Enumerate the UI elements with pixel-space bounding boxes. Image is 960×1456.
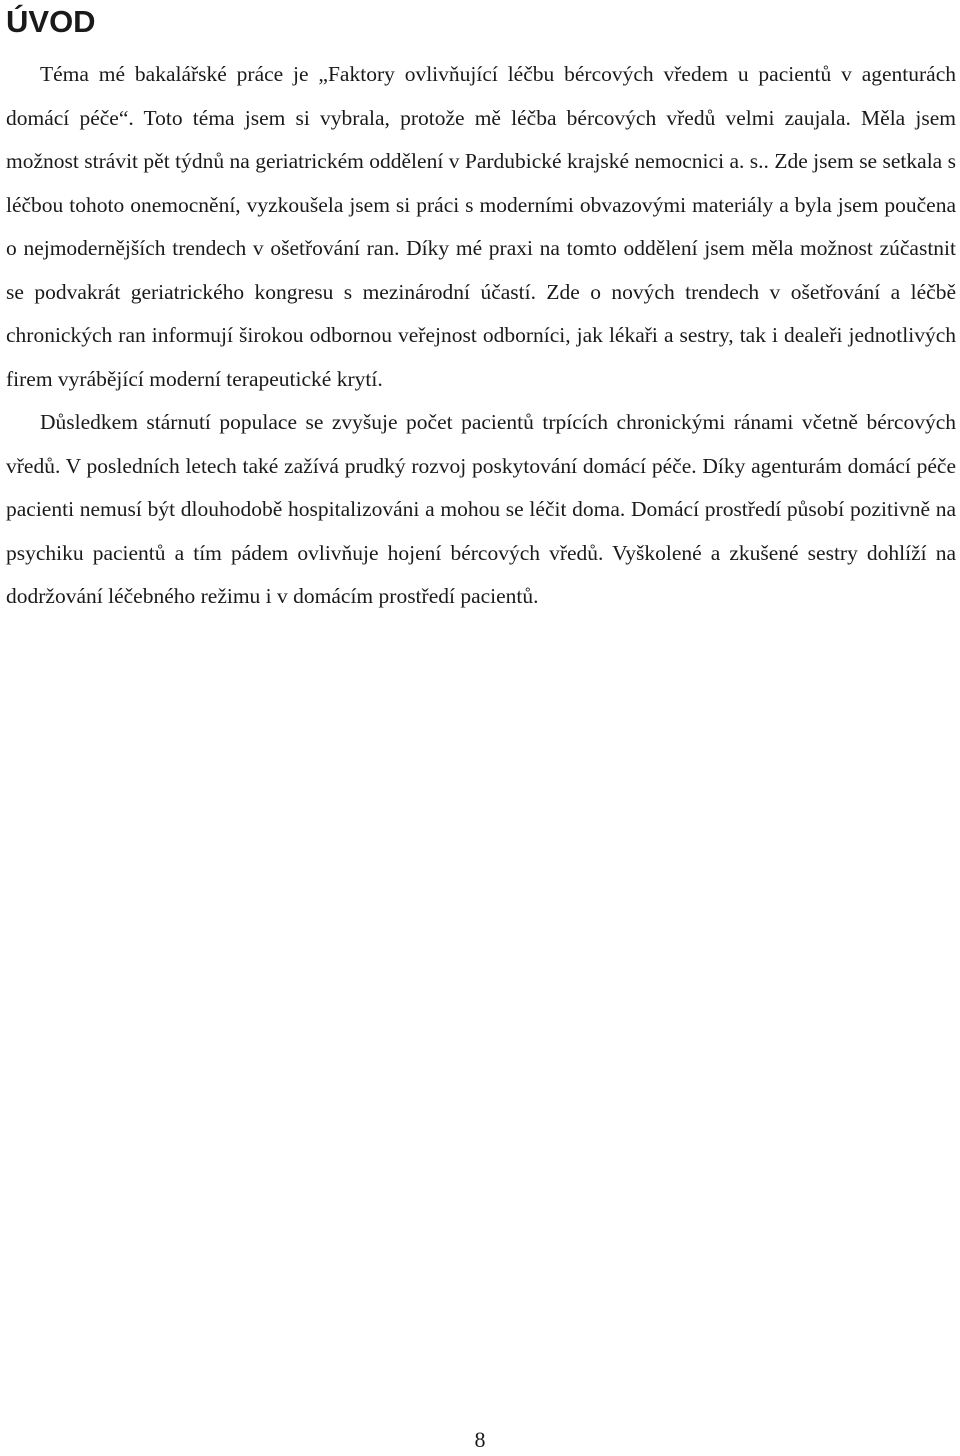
section-heading: ÚVOD — [6, 4, 96, 39]
page-number: 8 — [474, 1427, 486, 1452]
paragraph-1: Téma mé bakalářské práce je „Faktory ovlivňující léčbu bércových vředem u pacientů v agenturách domácí péče“. Toto téma jsem si vybrala, protože mě léčba bércových vředů velmi zaujala. Měla jsem možnost strávit pět týdnů na geriatrickém oddělení v Pardubické krajské nemocnici a. s.. Zde jsem se setkala s léčbou tohoto onemocnění, vyzkoušela jsem si práci s moderními obvazovými materiály a byla jsem poučena o nejmodernějších trendech v ošetřování ran. Díky mé praxi na tomto oddělení jsem měla možnost zúčastnit se podvakrát geriatrického kongresu s mezinárodní účastí. Zde o nových trendech v ošetřování a léčbě chronických ran informují širokou odbornou veřejnost odborníci, jak lékaři a sestry, tak i dealeři jednotlivých firem vyrábějící moderní terapeutické krytí. — [6, 62, 956, 391]
paragraph-2: Důsledkem stárnutí populace se zvyšuje počet pacientů trpících chronickými ránami včetně bércových vředů. V posledních letech také zažívá prudký rozvoj poskytování domácí péče. Díky agenturám domácí péče pacienti nemusí být dlouhodobě hospitalizováni a mohou se léčit doma. Domácí prostředí působí pozitivně na psychiku pacientů a tím pádem ovlivňuje hojení bércových vředů. Vyškolené a zkušené sestry dohlíží na dodržování léčebného režimu i v domácím prostředí pacientů. — [6, 410, 956, 608]
body-text — [6, 53, 956, 619]
